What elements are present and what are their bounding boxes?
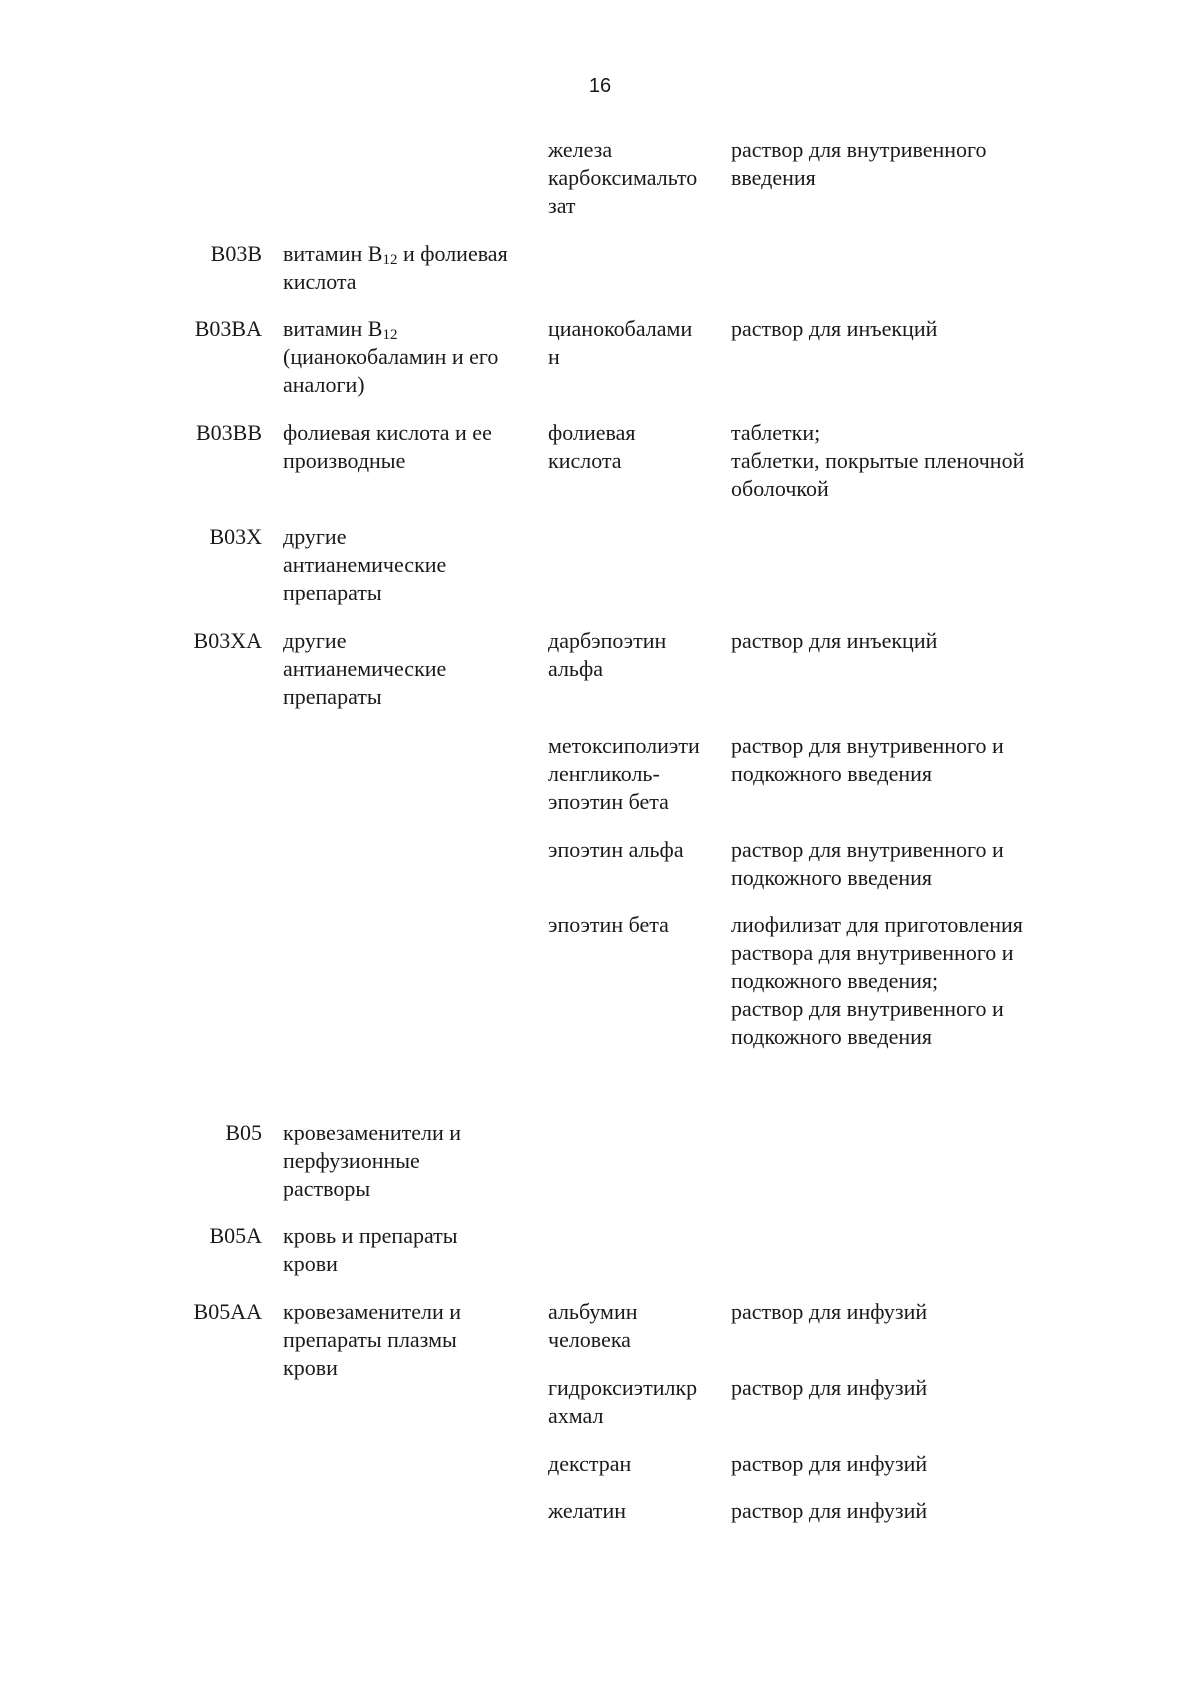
atc-code: B03X [209, 524, 262, 549]
dosage-form: раствор для внутривенного и подкожного введения [731, 733, 1004, 786]
drug-name: метоксиполиэти ленгликоль- эпоэтин бета [548, 733, 700, 814]
atc-code: B03BA [194, 316, 262, 341]
pharmacological-group: кровь и препараты крови [283, 1223, 458, 1276]
dosage-form: раствор для инфузий [731, 1375, 928, 1400]
pharmacological-group: витамин $В_{12}$ (цианокобаламин и его аналоги) [283, 316, 499, 397]
pharmacological-group: кровезаменители и препараты плазмы крови [283, 1299, 462, 1380]
pharmacological-group: другие антианемические препараты [283, 628, 447, 709]
drug-name: декстран [548, 1451, 632, 1476]
dosage-form: раствор для инфузий [731, 1498, 928, 1523]
drug-name: гидроксиэтилкр ахмал [548, 1375, 698, 1428]
dosage-form: лиофилизат для приготовления раствора для внутривенного и подкожного введения; раствор для внутривенного и подкожного введения [731, 912, 1023, 1049]
drug-name: цианокобалами н [548, 316, 693, 369]
pharmacological-group: фолиевая кислота и ее производные [283, 420, 492, 473]
drug-name: фолиевая кислота [548, 420, 636, 473]
page-number: 16 [588, 75, 612, 97]
pharmacological-group: другие антианемические препараты [283, 524, 447, 605]
atc-code: B03XA [193, 628, 262, 653]
dosage-form: раствор для инъекций [731, 316, 938, 341]
atc-code: B03BB [195, 420, 262, 445]
drug-name: эпоэтин альфа [548, 837, 684, 862]
drug-name: железа карбоксимальто зат [548, 137, 698, 218]
atc-code: B05A [209, 1223, 262, 1248]
dosage-form: раствор для внутривенного и подкожного введения [731, 837, 1004, 890]
drug-name: дарбэпоэтин альфа [548, 628, 667, 681]
dosage-form: таблетки; таблетки, покрытые пленочной оболочкой [731, 420, 1025, 501]
dosage-form: раствор для внутривенного введения [731, 137, 987, 190]
atc-code: B05AA [193, 1299, 262, 1324]
atc-code: B05 [225, 1120, 262, 1145]
pharmacological-group: витамин $В_{12}$ и фолиевая кислота [283, 241, 508, 294]
atc-code: B03B [210, 241, 262, 266]
drug-name: альбумин человека [548, 1299, 638, 1352]
dosage-form: раствор для инфузий [731, 1451, 928, 1476]
pharmacological-group: кровезаменители и перфузионные растворы [283, 1120, 462, 1201]
dosage-form: раствор для инъекций [731, 628, 938, 653]
drug-name: желатин [548, 1498, 627, 1523]
drug-name: эпоэтин бета [548, 912, 669, 937]
dosage-form: раствор для инфузий [731, 1299, 928, 1324]
